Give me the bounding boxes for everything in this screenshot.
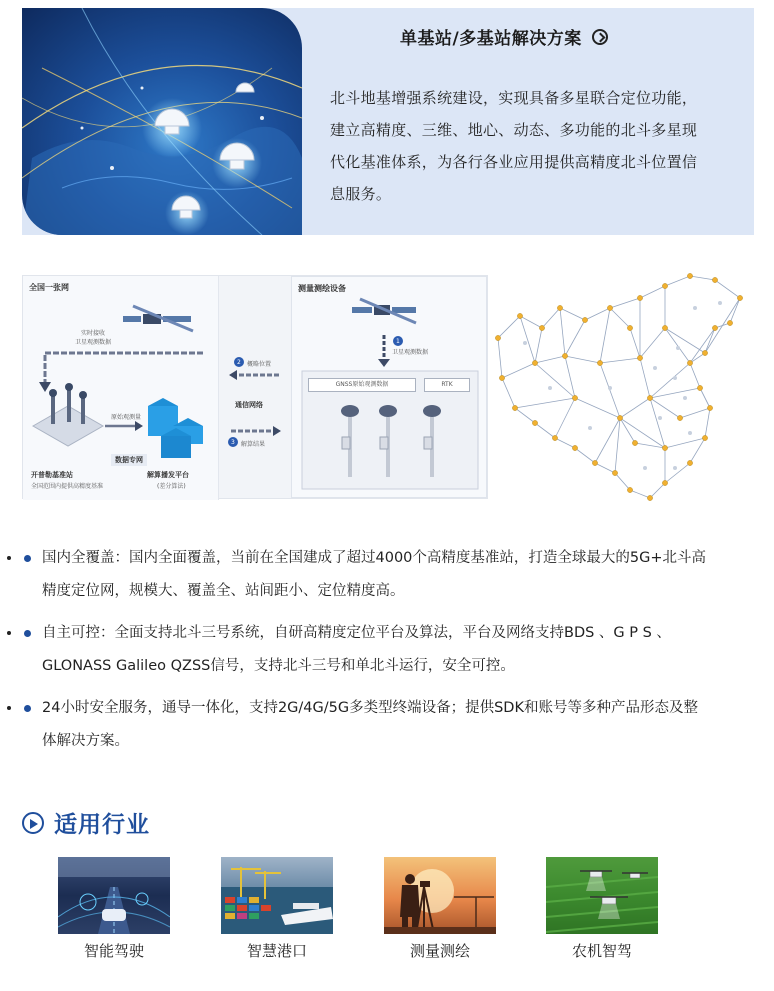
industries-header bbox=[22, 806, 150, 839]
solution-title: 单基站/多基站解决方案 bbox=[400, 29, 582, 49]
step-1-badge: 1 bbox=[396, 338, 400, 345]
satellite-icon bbox=[123, 306, 193, 331]
dedicated-line-label: 数据专网 bbox=[111, 454, 147, 466]
list-item bbox=[22, 692, 712, 758]
network-label: 通信网络 bbox=[235, 401, 263, 409]
step-2-badge: 2 bbox=[237, 359, 241, 366]
list-item-text: 24小时安全服务，通导一体化，支持2G/4G/5G多类型终端设备；提供SDK和账号等多种产品形态及整体解决方案。 bbox=[42, 700, 698, 749]
rtk-box: RTK bbox=[424, 378, 470, 392]
surveying-photo bbox=[384, 857, 496, 934]
industry-tile-surveying[interactable] bbox=[384, 857, 496, 961]
left-panel-title: 全国一张网 bbox=[29, 283, 69, 292]
solution-title-row[interactable] bbox=[400, 24, 608, 49]
china-base-station-network-map bbox=[490, 268, 752, 504]
smart-port-photo bbox=[221, 857, 333, 934]
left-panel-graphics bbox=[23, 276, 219, 500]
satellite-station-network-photo bbox=[22, 8, 302, 235]
step-3-label: 解算结果 bbox=[241, 441, 266, 448]
platform-label: 解算播发平台 bbox=[147, 471, 189, 479]
right-panel-title: 测量测绘设备 bbox=[298, 284, 346, 293]
list-item-text: 自主可控：全面支持北斗三号系统，自研高精度定位平台及算法，平台及网络支持BDS 、G P S 、GLONASS Galileo QZSS信号，支持北斗三号和单北斗运行，安全可控。 bbox=[42, 625, 671, 674]
receive-label-1: 实时接收 bbox=[81, 330, 106, 337]
step-3-badge: 3 bbox=[231, 439, 235, 446]
industry-label: 智能驾驶 bbox=[83, 942, 144, 960]
station-label: 开普勒基准站 bbox=[31, 471, 73, 479]
middle-arrows bbox=[219, 276, 291, 500]
platform-sublabel: (差分算法) bbox=[157, 483, 186, 490]
industry-tile-agriculture[interactable] bbox=[546, 857, 658, 961]
industry-label: 农机智驾 bbox=[571, 942, 632, 960]
architecture-diagram bbox=[22, 275, 488, 499]
solution-description: 北斗地基增强系统建设，实现具备多星联合定位功能，建立高精度、三维、地心、动态、多功能的北斗多星现代化基准体系，为各行各业应用提供高精度北斗位置信息服务。 bbox=[330, 89, 698, 203]
step-1-label: 卫星观测数据 bbox=[392, 349, 429, 356]
right-panel bbox=[291, 276, 487, 498]
play-circle-icon bbox=[22, 812, 44, 834]
gnss-raw-data-box: GNSS原始观测数据 bbox=[308, 378, 416, 392]
industry-tile-port[interactable] bbox=[221, 857, 333, 961]
left-panel bbox=[23, 276, 219, 500]
feature-list bbox=[22, 542, 712, 767]
list-item-text: 国内全覆盖：国内全面覆盖，当前在全国建成了超过4000个高精度基准站，打造全球最大的5G+北斗高精度定位网，规模大、覆盖全、站间距小、定位精度高。 bbox=[42, 550, 707, 599]
satellite-icon bbox=[352, 299, 416, 323]
station-sublabel: 全国范围内提供高精度基准 bbox=[31, 483, 104, 490]
industry-tile-driving[interactable] bbox=[58, 857, 170, 961]
agri-drone-photo bbox=[546, 857, 658, 934]
industry-label: 测量测绘 bbox=[409, 942, 470, 960]
bullet-dot-icon bbox=[24, 555, 31, 562]
autonomous-driving-photo bbox=[58, 857, 170, 934]
list-item bbox=[22, 542, 712, 608]
chevron-right-circle-icon[interactable] bbox=[592, 29, 608, 45]
list-item bbox=[22, 617, 712, 683]
bullet-dot-icon bbox=[24, 705, 31, 712]
industries-title: 适用行业 bbox=[54, 812, 150, 838]
industry-label: 智慧港口 bbox=[246, 942, 307, 960]
receive-label-2: 卫星观测数据 bbox=[75, 339, 112, 346]
bullet-dot-icon bbox=[24, 630, 31, 637]
raw-observation-label: 原始观测量 bbox=[111, 414, 142, 421]
step-2-label: 概略位置 bbox=[247, 361, 272, 368]
solution-card bbox=[22, 8, 754, 235]
